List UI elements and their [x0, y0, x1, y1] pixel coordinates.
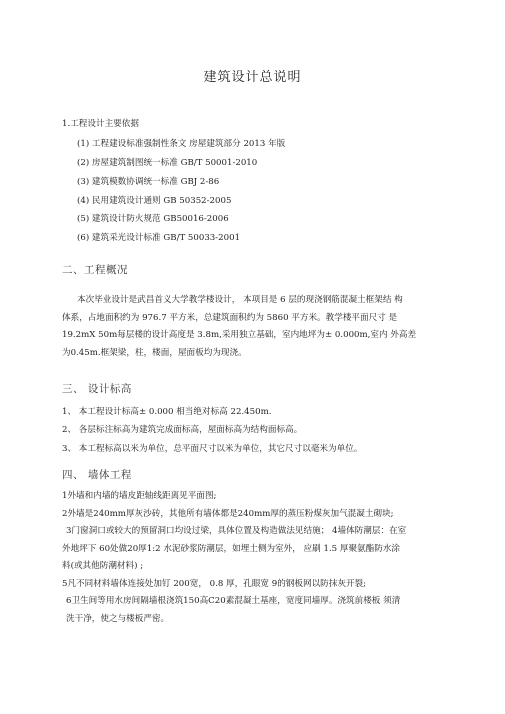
reference-item: (2) 房屋建筑制图统一标准 GB/T 50001-2010 [77, 158, 258, 168]
document-title: 建筑设计总说明 [203, 70, 302, 85]
paragraph-line: 5凡不同材料墙体连接处加钉 200宽， 0.8 厚，孔眼宽 9的钢板网以防抹灰开裂; [62, 578, 367, 589]
reference-item: (5) 建筑设计防火规范 GB50016-2006 [77, 214, 229, 224]
reference-item: (3) 建筑模数协调统一标准 GBJ 2-86 [77, 177, 220, 187]
reference-item: (4) 民用建筑设计通则 GB 50352-2005 [77, 196, 232, 206]
elevation-item: 1、 本工程设计标高± 0.000 相当绝对标高 22.450m. [62, 407, 272, 417]
paragraph-line: 3门窗洞口或较大的预留洞口均设过梁，具体位置及构造做法见结施； 4墙体防潮层：在室 [66, 526, 407, 536]
paragraph-line: 本次毕业设计是武昌首义大学教学楼设计， 本项目是 6 层的现浇钢筋混凝土框架结 构 [77, 295, 403, 305]
elevation-item: 2、 各层标注标高为建筑完成面标高，屋面标高为结构面标高。 [62, 425, 303, 435]
project-overview-paragraph [62, 292, 416, 362]
paragraph-line: 19.2mX 50m每层楼的设计高度是 3.8m,采用独立基础，室内地坪为± 0.000m,室内 外高差 [62, 330, 417, 340]
wall-engineering-paragraph [62, 488, 406, 628]
paragraph-line: 2外墙是240mm厚灰沙砖，其他所有墙体都是240mm厚的蒸压粉煤灰加气混凝土砌块; [62, 508, 394, 519]
reference-item: (1) 工程建设标准强制性条文 房屋建筑部分 2013 年版 [77, 139, 286, 149]
section2-heading: 二、工程概况 [62, 264, 128, 276]
paragraph-line: 1外墙和内墙的墙皮距轴线距离见平面图; [62, 491, 217, 501]
paragraph-line: 外地坪下 60处做20厚1:2 水泥砂浆防潮层，如埋土侧为室外， 应刷 1.5 厚聚氨酯防水涂 [62, 543, 401, 554]
paragraph-line: 体系，占地面积约为 976.7 平方米，总建筑面积约为 5860 平方米。教学楼平面尺寸 是 [62, 312, 398, 323]
section4-heading: 四、 墙体工程 [62, 469, 132, 481]
reference-item: (6) 建筑采光设计标准 GB/T 50033-2001 [77, 233, 241, 243]
paragraph-line: 6卫生间等用水房间隔墙根浇筑150高C20素混凝土基座，宽度同墙厚。浇筑前楼板 须清 [66, 596, 401, 606]
section1-heading: 1.工程设计主要依据 [62, 119, 139, 129]
paragraph-line: 洗干净，使之与楼板严密。 [66, 613, 170, 624]
section3-heading: 三、 设计标高 [62, 383, 132, 395]
paragraph-line: 为0.45m.框架梁，柱，楼面，屋面板均为现浇。 [62, 347, 247, 358]
elevation-item: 3、 本工程标高以米为单位，总平面尺寸以米为单位，其它尺寸以毫米为单位。 [62, 444, 363, 454]
paragraph-line: 料(或其他防潮材料) ; [62, 561, 144, 571]
